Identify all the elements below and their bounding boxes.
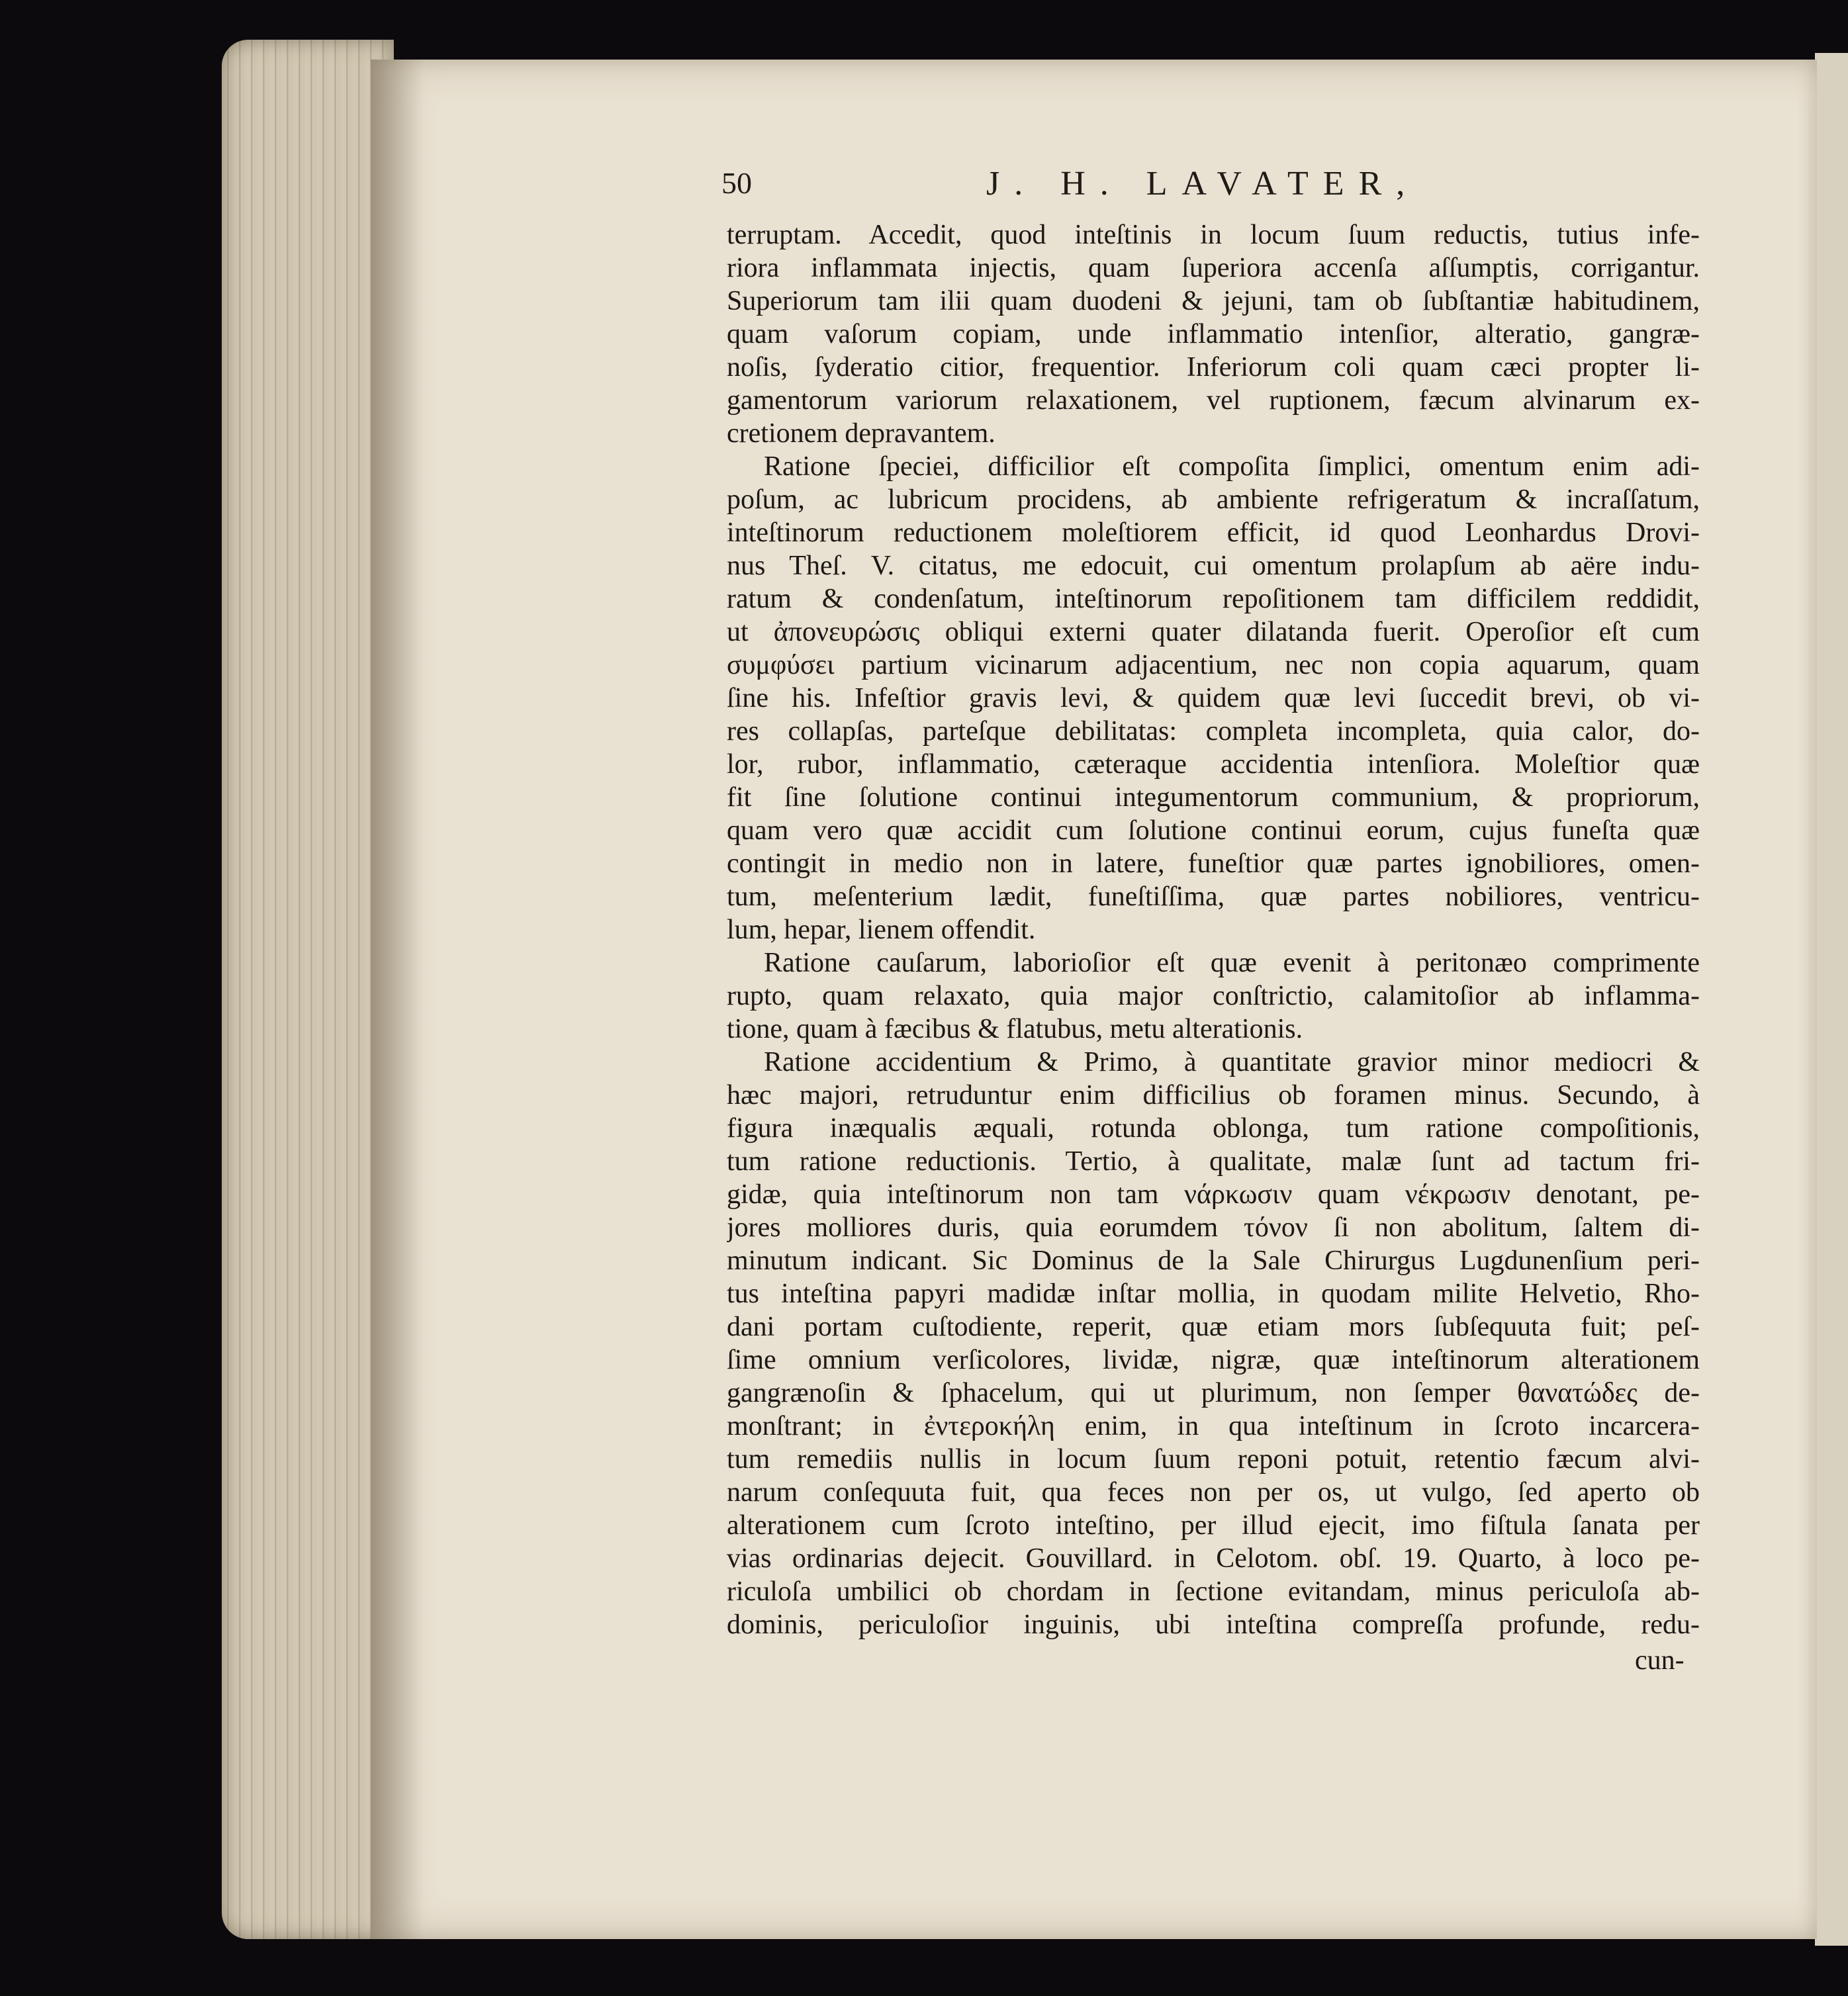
text-line: inteſtinorum reductionem moleſtiorem efficit, id quod Leonhardus Drovi- [727,518,1700,548]
text-line: ſime omnium verſicolores, lividæ, nigræ, quæ inteſtinorum alterationem [727,1345,1700,1375]
spine-shadow [371,60,424,1939]
text-line: gidæ, quia inteſtinorum non tam νάρκωσιν quam νέκρωσιν denotant, pe- [727,1179,1700,1210]
text-line: noſis, ſyderatio citior, frequentior. Inferiorum coli quam cæci propter li- [727,352,1700,383]
text-line: tus inteſtina papyri madidæ inſtar mollia, in quodam milite Helvetio, Rho- [727,1279,1700,1309]
text-line: jores molliores duris, quia eorumdem τόνον ſi non abolitum, ſaltem di- [727,1212,1700,1243]
text-line: tum ratione reductionis. Tertio, à qualitate, malæ ſunt ad tactum fri- [727,1146,1700,1177]
text-line: riculoſa umbilici ob chordam in ſectione evitandam, minus periculoſa ab- [727,1576,1700,1607]
text-line: rupto, quam relaxato, quia major conſtrictio, calamitoſior ab inflamma- [727,981,1700,1011]
text-line: minutum indicant. Sic Dominus de la Sale Chirurgus Lugdunenſium peri- [727,1246,1700,1276]
paragraph [727,946,1700,1046]
text-line: fit ſine ſolutione continui integumentorum communium, & propriorum, [727,782,1700,813]
text-line: gangrænoſin & ſphacelum, qui ut plurimum, non ſemper θανατώδες de- [727,1378,1700,1408]
text-line: Ratione accidentium & Primo, à quantitate gravior minor mediocri & [764,1047,1700,1077]
text-line: res collapſas, parteſque debilitatas: completa incompleta, quia calor, do- [727,716,1700,747]
text-line: cretionem depravantem. [727,418,995,449]
text-line: quam vero quæ accidit cum ſolutione continui eorum, cujus funeſta quæ [727,815,1700,846]
text-line: gamentorum variorum relaxationem, vel ruptionem, fæcum alvinarum ex- [727,385,1700,416]
text-line: alterationem cum ſcroto inteſtino, per illud ejecit, imo fiſtula ſanata per [727,1510,1700,1541]
paragraph [727,450,1700,946]
text-line: riora inflammata injectis, quam ſuperiora accenſa aſſumptis, corrigantur. [727,253,1700,283]
running-title: J. H. LAVATER, [986,165,1420,203]
text-line: ſine his. Infeſtior gravis levi, & quidem quæ levi ſuccedit brevi, ob vi- [727,683,1700,713]
page-edges [222,40,394,1939]
text-line: vias ordinarias dejecit. Gouvillard. in Celotom. obſ. 19. Quarto, à loco pe- [727,1543,1700,1574]
text-line: tum, meſenterium lædit, funeſtiſſima, quæ partes nobiliores, ventricu- [727,882,1700,912]
text-line: dominis, periculoſior inguinis, ubi inteſtina compreſſa profunde, redu- [727,1610,1700,1640]
text-line: narum conſequuta fuit, qua feces non per os, ut vulgo, ſed aperto ob [727,1477,1700,1508]
text-line: Superiorum tam ilii quam duodeni & jejuni, tam ob ſubſtantiæ habitudinem, [727,286,1700,316]
text-line: tione, quam à fæcibus & flatubus, metu alterationis. [727,1014,1303,1044]
text-line: lor, rubor, inflammatio, cæteraque accidentia intenſiora. Moleſtior quæ [727,749,1700,780]
page-number: 50 [721,166,752,200]
text-line: nus Theſ. V. citatus, me edocuit, cui omentum prolapſum ab aëre indu- [727,551,1700,581]
text-line: Ratione ſpeciei, difficilior eſt compoſita ſimplici, omentum enim adi- [764,451,1700,482]
text-line: Ratione cauſarum, laborioſior eſt quæ evenit à peritonæo comprimente [764,948,1700,978]
paragraph [727,218,1700,450]
text-line: dani portam cuſtodiente, reperit, quæ etiam mors ſubſequuta fuit; peſ- [727,1312,1700,1342]
running-head [721,164,1701,217]
text-line: figura inæqualis æquali, rotunda oblonga, tum ratione compoſitionis, [727,1113,1700,1144]
text-line: contingit in medio non in latere, funeſtior quæ partes ignobiliores, omen- [727,848,1700,879]
body-text [727,218,1700,1641]
text-line: συμφύσει partium vicinarum adjacentium, nec non copia aquarum, quam [727,650,1700,680]
text-line: hæc majori, retruduntur enim difficilius ob foramen minus. Secundo, à [727,1080,1700,1111]
text-line: ut ἀπονευρώσις obliqui externi quater dilatanda fuerit. Operoſior eſt cum [727,617,1700,647]
catchword: cun- [1635,1645,1685,1676]
paragraph [727,1046,1700,1641]
text-line: quam vaſorum copiam, unde inflammatio intenſior, alteratio, gangræ- [727,319,1700,349]
text-line: monſtrant; in ἐντεροκήλη enim, in qua inteſtinum in ſcroto incarcera- [727,1411,1700,1441]
text-line: poſum, ac lubricum procidens, ab ambiente refrigeratum & incraſſatum, [727,484,1700,515]
text-line: terruptam. Accedit, quod inteſtinis in locum ſuum reductis, tutius infe- [727,220,1700,250]
text-line: tum remediis nullis in locum ſuum reponi potuit, retentio fæcum alvi- [727,1444,1700,1474]
text-line: lum, hepar, lienem offendit. [727,915,1036,945]
opposite-page-edge [1815,53,1848,1946]
text-line: ratum & condenſatum, inteſtinorum repoſitionem tam difficilem reddidit, [727,584,1700,614]
